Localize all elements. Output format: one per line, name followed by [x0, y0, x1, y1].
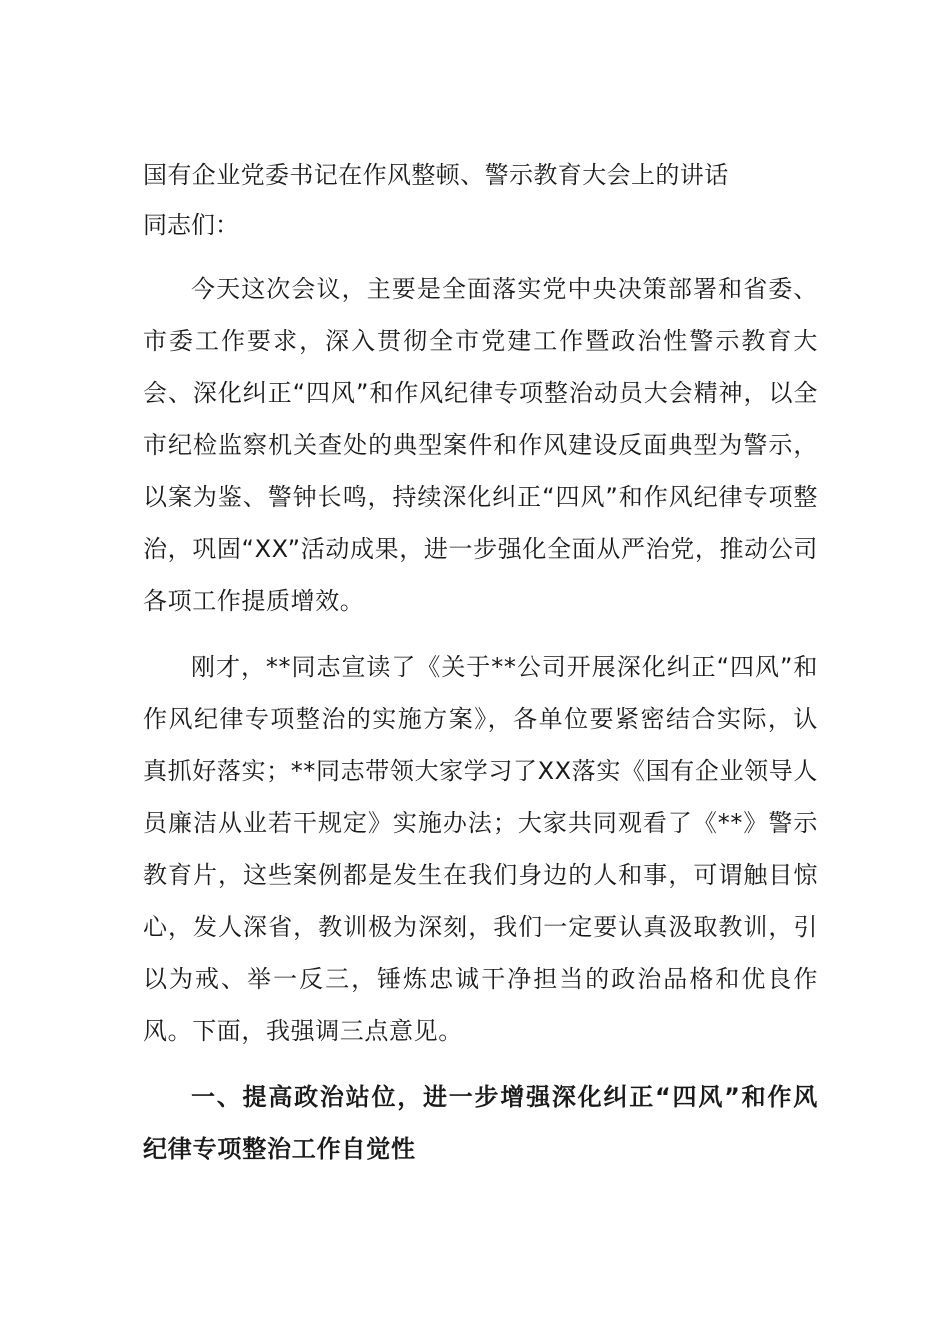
document-title: 国有企业党委书记在作风整顿、警示教育大会上的讲话	[143, 161, 729, 189]
paragraph-opening: 今天这次会议，主要是全面落实党中央决策部署和省委、市委工作要求，深入贯彻全市党建工作暨政治性警示教育大会、深化纠正“四风”和作风纪律专项整治动员大会精神，以全市纪检监察机关查处的典型案件和作风建设反面典型为警示，以案为鉴、警钟长鸣，持续深化纠正“四风”和作风纪律专项整治，巩固“XX”活动成果，进一步强化全面从严治党，推动公司各项工作提质增效。	[143, 275, 818, 615]
section-heading-1: 一、提高政治站位，进一步增强深化纠正“四风”和作风纪律专项整治工作自觉性	[143, 1083, 818, 1163]
paragraph-review: 刚才，**同志宣读了《关于**公司开展深化纠正“四风”和作风纪律专项整治的实施方案》，各单位要紧密结合实际，认真抓好落实；**同志带领大家学习了XX落实《国有企业领导人员廉洁从业若干规定》实施办法；大家共同观看了《**》警示教育片，这些案例都是发生在我们身边的人和事，可谓触目惊心，发人深省，教训极为深刻，我们一定要认真汲取教训，引以为戒、举一反三，锤炼忠诚干净担当的政治品格和优良作风。下面，我强调三点意见。	[143, 653, 818, 1045]
document-body	[143, 150, 818, 1175]
salutation: 同志们：	[143, 211, 239, 239]
